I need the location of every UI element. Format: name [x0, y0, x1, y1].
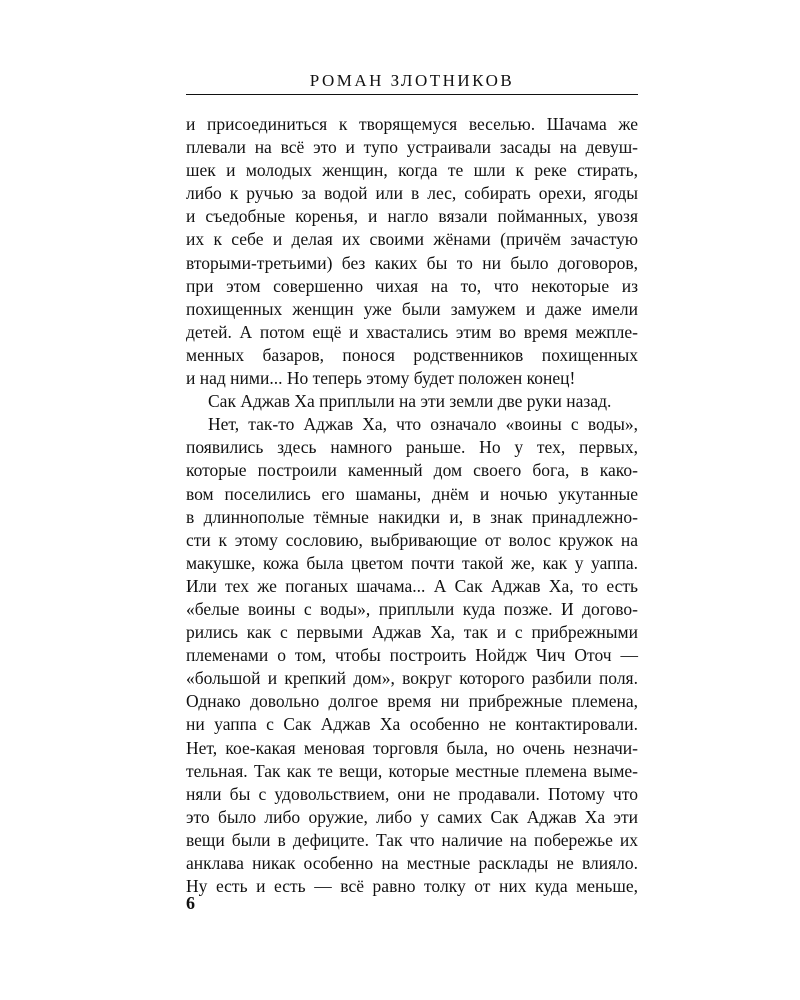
text-line: вом поселились его шаманы, днём и ночью укутанные — [186, 483, 638, 504]
text-line: это было либо оружие, либо у самих Сак Аджав Ха эти — [186, 806, 638, 827]
text-line: при этом совершенно чихая на то, что некоторые из — [186, 275, 638, 296]
text-line: похищенных женщин уже были замужем и даже имели — [186, 298, 638, 319]
text-line: «большой и крепкий дом», вокруг которого разбили поля. — [186, 668, 638, 689]
text-line: Нет, так-то Аджав Ха, что означало «воины с воды», — [208, 414, 638, 435]
text-line: и над ними... Но теперь этому будет положен конец! — [186, 368, 576, 389]
text-line: вещи были в дефиците. Так что наличие на побережье их — [186, 829, 638, 850]
text-line: сти к этому сословию, выбривающие от волос кружок на — [186, 529, 638, 550]
body-text — [186, 113, 638, 898]
text-line: и присоединиться к творящемуся веселью. Шачама же — [186, 114, 638, 134]
text-line: ни уаппа с Сак Аджав Ха особенно не контактировали. — [186, 714, 638, 735]
header-rule — [186, 94, 638, 95]
text-line: детей. А потом ещё и хвастались этим во время межпле- — [186, 321, 638, 342]
text-line: тельная. Так как те вещи, которые местные племена выме- — [186, 760, 638, 781]
text-line: вторыми-третьими) без каких бы то ни было договоров, — [186, 252, 638, 273]
text-line: которые построили каменный дом своего бога, в како- — [186, 460, 638, 481]
text-line: их к себе и делая их своими жёнами (причём зачастую — [186, 229, 638, 250]
text-line: в длиннополые тёмные накидки и, в знак принадлежно- — [186, 506, 638, 527]
text-line: появились здесь намного раньше. Но у тех, первых, — [186, 437, 638, 458]
text-line: Сак Аджав Ха приплыли на эти земли две руки назад. — [208, 391, 612, 412]
text-line: «белые воины с воды», приплыли куда позже. И догово- — [186, 598, 638, 619]
text-line: няли бы с удовольствием, они не продавали. Потому что — [186, 783, 638, 804]
text-line: шек и молодых женщин, когда те шли к реке стирать, — [186, 160, 638, 181]
text-line: Нет, кое-какая меновая торговля была, но очень незначи- — [186, 737, 638, 758]
text-line: Ну есть и есть — всё равно толку от них куда меньше, — [186, 876, 638, 897]
text-line: менных базаров, понося родственников похищенных — [186, 344, 638, 365]
page-number: 6 — [186, 893, 195, 913]
text-line: макушке, кожа была цветом почти такой же, как у уаппа. — [186, 552, 638, 573]
running-header-author: РОМАН ЗЛОТНИКОВ — [309, 71, 515, 90]
text-line: Однако довольно долгое время ни прибрежные племена, — [186, 691, 638, 712]
text-line: анклава никак особенно на местные расклады не влияло. — [186, 853, 638, 873]
text-line: рились как с первыми Аджав Ха, так и с прибрежными — [186, 622, 638, 643]
text-line: племенами о том, чтобы построить Нойдж Чич Оточ — — [186, 645, 638, 666]
text-line: либо к ручью за водой или в лес, собирать орехи, ягоды — [186, 183, 638, 204]
text-line: и съедобные коренья, и нагло вязали пойманных, увозя — [186, 206, 638, 227]
text-line: плевали на всё это и тупо устраивали засады на девуш- — [186, 137, 638, 158]
text-line: Или тех же поганых шачама... А Сак Аджав Ха, то есть — [186, 575, 638, 596]
